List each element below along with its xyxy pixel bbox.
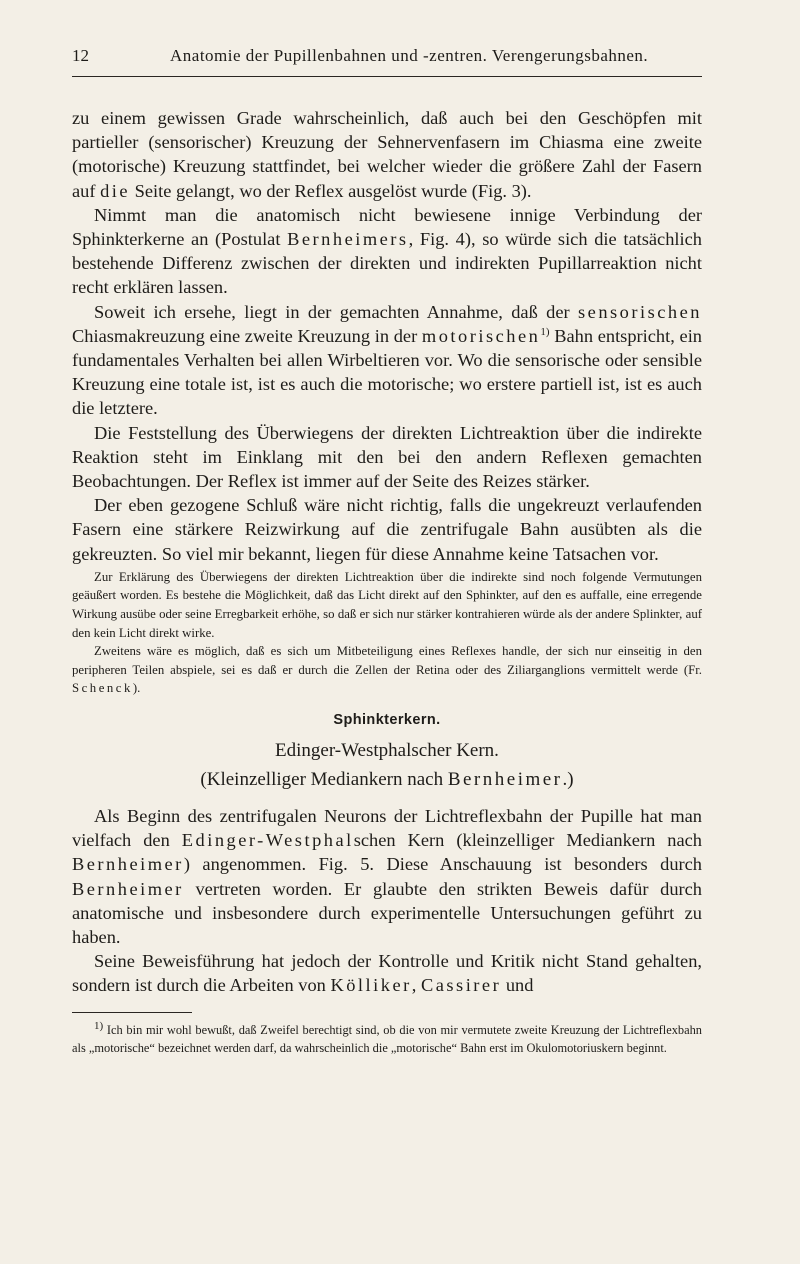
- author-name-bernheimer-3: Bernheimer: [72, 878, 184, 899]
- author-name-bernheimer: Bernheimer: [447, 769, 563, 791]
- author-name-koelliker: Kölliker: [330, 975, 412, 996]
- paragraph-2-text: Nimmt man die anatomisch nicht bewiesene innige Verbindung der Sphinkterkerne an (Postulat: [72, 204, 702, 250]
- paragraph-6-text: Als Beginn des zentrifugalen Neurons der Lichtreflexbahn der Pupille hat man vielfach den: [72, 806, 702, 851]
- section-subtitle-2: [72, 766, 702, 794]
- paragraph-1-text: zu einem gewissen Grade wahrscheinlich, daß auch bei den Geschöpfen mit partieller (sensorischer) Kreuzung der Sehnervenfasern im Chiasma eine zweite (motorische) Kreuzung stattfindet, bei welcher wieder die größere Zahl der Fasern auf: [72, 108, 702, 201]
- small-paragraph-2: [72, 642, 702, 698]
- header-rule: [72, 76, 702, 77]
- paragraph-6-part-b: schen Kern (kleinzelliger Mediankern nach: [353, 830, 702, 851]
- section-title: Sphinkterkern.: [333, 712, 441, 729]
- subtitle-2-text: (Kleinzelliger Mediankern nach: [200, 769, 448, 791]
- section-subtitle: Edinger-Westphalscher Kern.: [275, 740, 499, 762]
- footnote-text: [72, 1021, 702, 1057]
- paragraph-6-end: vertreten worden. Er glaubte den strikten Beweis dafür durch anatomische und insbesondere durch experimentelle Untersuchungen geführt zu haben.: [72, 878, 702, 948]
- paragraph-1-end: Seite gelangt, wo der Reflex ausgelöst wurde (Fig. 3).: [130, 180, 532, 201]
- emphasis-motorischen: motorischen: [421, 325, 541, 346]
- small-paragraph-2-end: ).: [132, 681, 141, 696]
- paragraph-1: [72, 106, 702, 203]
- paragraph-7-end: und: [501, 975, 534, 996]
- paragraph-3-middle: Chiasmakreuzung eine zweite Kreuzung in der: [72, 325, 422, 346]
- author-name: Bernheimers: [287, 229, 409, 250]
- paragraph-2-end: , Fig. 4), so würde sich die tatsächlich bestehende Differenz zwischen der direkten und indirekten Pupillarreaktion nicht recht erklären lassen.: [72, 229, 702, 298]
- paragraph-2: [72, 203, 702, 300]
- footnote-reference[interactable]: 1): [540, 325, 550, 338]
- paragraph-5: Der eben gezogene Schluß wäre nicht richtig, falls die ungekreuzt verlaufenden Fasern eine stärkere Reizwirkung auf die zentrifugale Bahn ausübten als die gekreuzten. So viel mir bekannt, liegen für diese Annahme keine Tatsachen vor.: [72, 495, 702, 564]
- paragraph-4: Die Feststellung des Überwiegens der direkten Lichtreaktion über die indirekte Reaktion steht im Einklang mit den bei den andern Reflexen gemachten Beobachtungen. Der Reflex ist immer auf der Seite des Reizes stärker.: [72, 422, 702, 492]
- subtitle-2-end: .): [562, 769, 574, 791]
- emphasis-die: die: [100, 180, 131, 201]
- footnote-marker: 1): [94, 1019, 104, 1032]
- small-paragraph-2-text: Zweitens wäre es möglich, daß es sich um Mitbeteiligung eines Reflexes handle, der sich nur einseitig in den peripheren Teilen abspiele, sei es daß er durch die Zellen der Retina oder des Ziliarganglions vermittelt werde (Fr.: [72, 644, 702, 677]
- spacer: [72, 794, 702, 804]
- page-body: [72, 106, 702, 1057]
- paragraph-7-comma: ,: [411, 975, 421, 996]
- author-name-schenck: Schenck: [72, 681, 133, 696]
- footnote: [72, 1021, 702, 1057]
- author-name-edinger-westphal: Edinger-Westphal: [181, 830, 354, 851]
- page-header: [72, 46, 702, 72]
- footnote-rule: [72, 1012, 192, 1013]
- author-name-cassirer: Cassirer: [420, 975, 502, 996]
- paragraph-3: [72, 300, 702, 421]
- running-head: Anatomie der Pupillenbahnen und -zentren. Verengerungsbahnen.: [170, 46, 649, 65]
- paragraph-6-part-c: ) angenommen. Fig. 5. Diese Anschauung ist besonders durch: [183, 854, 702, 875]
- page-number: 12: [72, 46, 89, 65]
- footnote-body: Ich bin mir wohl bewußt, daß Zweifel berechtigt sind, ob die von mir vermutete zweite Kreuzung der Lichtreflexbahn als „motorische“ bezeichnet werden darf, da wahrscheinlich die „motorische“ Bahn erst im Okulomotoriuskern beginnt.: [72, 1022, 702, 1055]
- paragraph-6: [72, 804, 702, 949]
- paragraph-3-end: Bahn entspricht, ein fundamentales Verhalten bei allen Wirbeltieren vor. Wo die sensorische oder sensible Kreuzung eine totale ist, ist es auch die motorische; wo erstere partiell ist, ist es auch die letztere.: [72, 325, 703, 419]
- book-page: [72, 46, 703, 1055]
- paragraph-7-text: Seine Beweisführung hat jedoch der Kontrolle und Kritik nicht Stand gehalten, sondern ist durch die Arbeiten von: [72, 951, 702, 996]
- small-print-note: [72, 568, 702, 698]
- small-paragraph-1: Zur Erklärung des Überwiegens der direkten Lichtreaktion über die indirekte sind noch folgende Vermutungen geäußert worden. Es bestehe die Möglichkeit, daß das Licht direkt auf den Sphinkter, auf den es auffalle, eine erregende Wirkung ausübe oder seine Erregbarkeit erhöhe, so daß er sich nur stärker kontrahieren würde als der andere Splinkter, auf den kein Licht direkt wirke.: [72, 569, 702, 640]
- paragraph-7: [72, 949, 702, 997]
- paragraph-3-text: Soweit ich ersehe, liegt in der gemachten Annahme, daß der: [94, 301, 579, 322]
- emphasis-sensorischen: sensorischen: [578, 301, 702, 322]
- author-name-bernheimer-2: Bernheimer: [72, 854, 184, 875]
